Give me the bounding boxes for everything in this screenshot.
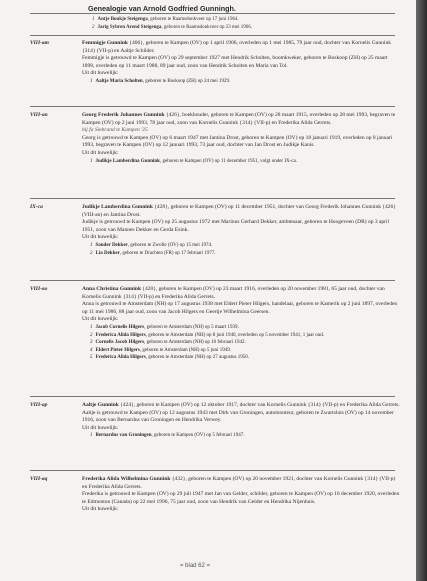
section-rule xyxy=(30,470,395,471)
list-item: 2 Frederica Alida Hilgers, geboren te Amsterdam (NH) op 8 juni 1940, overleden op 5 november 1941, 1 jaar oud. xyxy=(90,332,324,338)
entry-line: Uit dit huwelijk: xyxy=(82,424,119,431)
generation-code: VIII-ap xyxy=(30,402,48,408)
section-rule xyxy=(30,396,395,397)
genealogy-entry xyxy=(30,402,400,440)
entry-line: Anna Christina Gunnink {420}, geboren te Kampen (OV) op 23 maart 1916, overleden op 20 november 1981, 65 jaar oud, dochter van Kornelis Gunnink {314} (VII-p) en Frederika Alida Gerrets. xyxy=(82,286,385,300)
header-rule xyxy=(30,13,395,14)
genealogy-entry xyxy=(30,476,400,514)
genealogy-entry xyxy=(30,286,400,362)
intro-children xyxy=(84,16,404,31)
section-rule xyxy=(30,280,395,281)
list-item: 1 Antje Boukje Steigenga, geboren te Raamsdonkveer op 17 juni 1964. xyxy=(92,17,239,22)
genealogy-entry xyxy=(30,204,400,257)
entry-line: Uit dit huwelijk: xyxy=(82,234,119,241)
generation-code: VIII-an xyxy=(30,112,48,118)
generation-code: VIII-am xyxy=(30,40,49,46)
entry-line: Frederika is getrouwd te Kampen (OV) op 29 juli 1947 met Jan van Gelder, schilder, geboren te Kampen (OV) op 10 december 1920, overleden te Edmonton (Canada) op 22 mei 1996, 75 jaar oud, zoon van Hendrik van Gelder en Hendrika Nijenhuis. xyxy=(82,491,400,505)
list-item: 2 Jarig Sybren Arend Steigenga, geboren te Raamsdonkveer op 23 mei 1966. xyxy=(92,24,253,30)
list-item: 1 Judikje Lamberdina Gunnink, geboren te Kampen (OV) op 11 december 1951, volgt onder IX-ca. xyxy=(90,158,297,164)
generation-code: VIII-aq xyxy=(30,476,48,482)
list-item: 1 Aaltje Maria Scholten, geboren te Boskoop (ZH) op 24 mei 1929. xyxy=(90,78,231,84)
entry-line: Frederika Alida Wilhelmina Gunnink {432}, geboren te Kampen (OV) op 20 november 1921, dochter van Kornelis Gunnink {314} (VII-p) en Frederika Alida Gerrets. xyxy=(82,476,396,490)
page-edge-shadow xyxy=(416,0,427,581)
entry-line: Uit dit huwelijk: xyxy=(82,316,119,323)
entry-line: Anna is getrouwd te Amsterdam (NH) op 17 augustus 1938 met Eldert Pieter Hilgers, handelaar, geboren te Kamerik op 2 juni 1897, overleden op 11 mei 1986, 88 jaar oud, zoon van Jacob Hilgers en Geertje Wilhelmina Geersen. xyxy=(82,301,398,315)
section-rule xyxy=(30,106,395,107)
generation-code: IX-ca xyxy=(30,204,43,210)
entry-line: Femmigje is getrouwd te Kampen (OV) op 29 september 1927 met Hendrik Scholten, boomkweker, geboren te Boskoop (ZH) op 25 maart 1898, overleden op 11 maart 1988, 89 jaar oud, zoon van Hendrik Scholten en Maria van Tol. xyxy=(82,55,388,69)
page-number: = blad 62 = xyxy=(180,563,211,569)
entry-line: Femmigje Gunnink {406}, geboren te Kampen (OV) op 1 april 1906, overleden op 1 mei 1985, 79 jaar oud, dochter van Kornelis Gunnink {314} (VII-p) en Aaltje Schilder. xyxy=(82,40,391,54)
section-rule xyxy=(30,198,395,199)
entry-line: Aaltje Gunnink {424}, geboren te Kampen (OV) op 12 oktober 1917, dochter van Kornelis Gunnink {314} (VII-p) en Frederika Alida Gerrets. xyxy=(82,402,400,408)
list-item: 1 Sander Dekker, geboren te Zwolle (OV) op 15 mei 1974. xyxy=(90,242,213,248)
entry-line: Georg Frederik Johannes Gunnink {426}, boekhouder, geboren te Kampen (OV) op 28 maart 1915, overleden op 28 mei 1993, begraven te Kampen (OV) op 2 juni 1993, 78 jaar oud, zoon van Kornelis Gunnink {314} (VII-p) en Frederika Alida Gerrets. xyxy=(82,112,396,126)
entry-line: Uit dit huwelijk: xyxy=(82,149,119,156)
genealogy-entry xyxy=(30,112,400,165)
list-item: 5 Frederica Alida Hilgers, geboren te Amsterdam (NH) op 27 augustus 1950. xyxy=(90,355,250,361)
entry-line: Aaltje is getrouwd te Kampen (OV) op 12 augustus 1943 met Dirk van Groningen, automonteur, geboren te Zwartsluis (OV) op 14 november 1916, zoon van Bernardus van Groningen en Hendrika Verwey. xyxy=(82,409,394,424)
handwritten-note: bij fa Siebrand te Kampen '25 xyxy=(82,127,148,134)
entry-line: Judikje Lamberdina Gunnink {428}, geboren te Kampen (OV) op 11 december 1951, dochter van Georg Frederik Johannes Gunnink {426} (VIII-an) en Jantina Drost. xyxy=(82,204,396,218)
page-header: Genealogie van Arnold Godfried Gunningh. xyxy=(88,4,236,13)
genealogy-entry xyxy=(30,40,400,86)
entry-line: Uit dit huwelijk: xyxy=(82,506,119,513)
list-item: 1 Jacob Cornelis Hilgers, geboren te Amsterdam (NH) op 5 maart 1939. xyxy=(90,324,239,330)
list-item: 4 Eldert Pieter Hilgers, geboren te Amsterdam (NH) op 5 juni 1949. xyxy=(90,347,231,353)
entry-line: Judikje is getrouwd te Kampen (OV) op 25 augustus 1972 met Marinus Gerhard Dekker, ambtenaar, geboren te Hoogeveen (DR) op 3 april 1951, zoon van Mannes Dekker en Gerda Esink. xyxy=(82,219,390,233)
list-item: 1 Bernardus van Groningen, geboren te Kampen (OV) op 5 februari 1947. xyxy=(90,433,245,439)
entry-line: Uit dit huwelijk: xyxy=(82,70,119,77)
generation-code: VIII-ao xyxy=(30,286,48,292)
entry-line: Georg is getrouwd te Kampen (OV) op 6 maart 1947 met Jantina Drost, geboren te Kampen (OV) op 18 januari 1919, overleden op 8 januari 1993, begraven te Kampen (OV) op 12 januari 1993, 73 jaar oud, dochter van Jan Drost en Judikje Kanis. xyxy=(82,134,393,149)
section-rule xyxy=(30,35,395,36)
list-item: 3 Cornelis Jacob Hilgers, geboren te Amsterdam (NH) op 16 februari 1942. xyxy=(90,340,246,346)
list-item: 2 Lia Dekker, geboren te Drachten (FR) op 17 februari 1977. xyxy=(90,250,216,256)
